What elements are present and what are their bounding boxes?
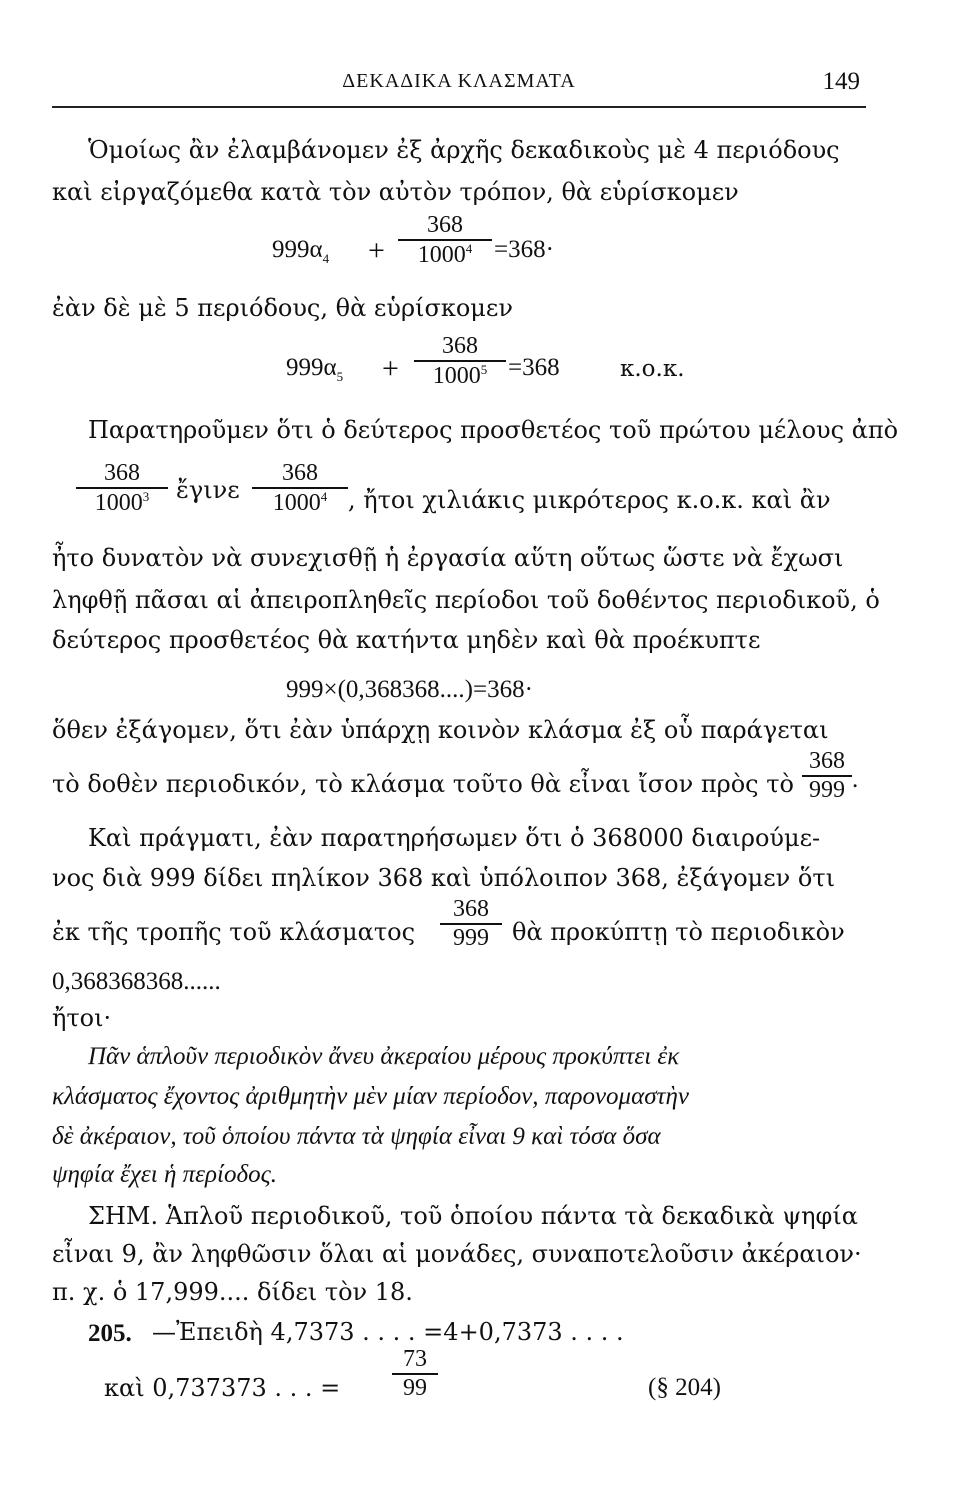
text-line: καὶ εἰργαζόμεθα κατὰ τὸν αὐτὸν τρόπον, θὰ εὑρίσκομεν <box>52 178 739 206</box>
text-line: ἤτοι· <box>52 1004 112 1032</box>
rule-line: κλάσματος ἔχοντος ἀριθμητὴν μὲν μίαν περίοδον, παρονομαστὴν <box>52 1083 689 1110</box>
text-line: τὸ δοθὲν περιοδικόν, τὸ κλάσμα τοῦτο θὰ εἶναι ἴσον πρὸς τὸ <box>52 770 794 798</box>
text-line: ἐκ τῆς τροπῆς τοῦ κλάσματος <box>52 918 416 946</box>
inline-fraction: 368 1000$^4$ <box>252 460 348 517</box>
text-line: ὅθεν ἐξάγομεν, ὅτι ἐὰν ὑπάρχῃ κοινὸν κλάσμα ἐξ οὗ παράγεται <box>52 716 829 744</box>
text-word: ἔγινε <box>176 476 240 504</box>
inline-fraction: 368 1000$^3$ <box>76 460 168 517</box>
note-line: εἶναι 9, ἂν ληφθῶσιν ὅλαι αἱ μονάδες, συναποτελοῦσιν ἀκέραιον· <box>52 1240 862 1268</box>
equation-rhs: =368· <box>494 236 554 263</box>
equation-term: $999\alpha_4$ <box>272 236 330 266</box>
text-line: Ὁμοίως ἂν ἐλαμβάνομεν ἐξ ἀρχῆς δεκαδικοὺς μὲ 4 περιόδους <box>88 136 840 164</box>
rule-line: δὲ ἀκέραιον, τοῦ ὁποίου πάντα τὰ ψηφία εἶναι 9 καὶ τόσα ὅσα <box>52 1123 661 1150</box>
plus-sign: + <box>368 234 385 267</box>
equation-line: 999×(0,368368....)=368· <box>286 676 533 703</box>
section-text: καὶ 0,737373 . . . = <box>104 1374 341 1402</box>
text-line: νος διὰ 999 δίδει πηλίκον 368 καὶ ὑπόλοιπον 368, ἐξάγομεν ὅτι <box>52 864 836 892</box>
inline-fraction: 368 999 <box>802 748 852 804</box>
text-line: ἐὰν δὲ μὲ 5 περιόδους, θὰ εὑρίσκομεν <box>52 294 513 322</box>
equation-rhs: =368 <box>508 354 560 381</box>
periodic-number: 0,368368368...... <box>52 968 221 995</box>
etc-text: κ.ο.κ. <box>620 356 685 382</box>
rule-line: Πᾶν ἁπλοῦν περιοδικὸν ἄνευ ἀκεραίου μέρους προκύπτει ἐκ <box>88 1043 680 1070</box>
page-header <box>52 60 866 108</box>
note-line: ΣΗΜ. Ἁπλοῦ περιοδικοῦ, τοῦ ὁποίου πάντα τὰ δεκαδικὰ ψηφία <box>88 1202 858 1230</box>
text-line: Καὶ πράγματι, ἐὰν παρατηρήσωμεν ὅτι ὁ 368000 διαιρούμε- <box>88 824 821 852</box>
running-title: ΔΕΚΑΔΙΚΑ ΚΛΑΣΜΑΤΑ <box>342 70 576 92</box>
text-line: Παρατηροῦμεν ὅτι ὁ δεύτερος προσθετέος τοῦ πρώτου μέλους ἀπὸ <box>88 416 899 444</box>
section-reference: (§ 204) <box>648 1374 721 1401</box>
text-line: θὰ προκύπτῃ τὸ περιοδικὸν <box>512 918 845 946</box>
inline-fraction: 73 99 <box>392 1346 438 1402</box>
punctuation: . <box>852 766 859 793</box>
text-line: ἦτο δυνατὸν νὰ συνεχισθῇ ἡ ἐργασία αὕτη οὕτως ὥστε νὰ ἔχωσι <box>52 544 844 572</box>
page-number: 149 <box>822 68 860 95</box>
text-line: δεύτερος προσθετέος θὰ κατήντα μηδὲν καὶ θὰ προέκυπτε <box>52 626 761 654</box>
section-text: —Ἐπειδὴ 4,7373 . . . . =4+0,7373 . . . . <box>152 1318 624 1346</box>
section-number: 205. <box>88 1320 132 1347</box>
rule-line: ψηφία ἔχει ἡ περίοδος. <box>52 1161 277 1188</box>
text-line: ληφθῇ πᾶσαι αἱ ἀπειροπληθεῖς περίοδοι τοῦ δοθέντος περιοδικοῦ, ὁ <box>52 586 880 614</box>
text-line: , ἤτοι χιλιάκις μικρότερος κ.ο.κ. καὶ ἂν <box>348 486 831 514</box>
equation-fraction: 368 1000$^4$ <box>398 212 492 269</box>
equation-term: $999\alpha_5$ <box>286 354 344 384</box>
note-line: π. χ. ὁ 17,999.... δίδει τὸν 18. <box>52 1278 413 1306</box>
plus-sign: + <box>382 352 399 385</box>
equation-fraction: 368 1000$^5$ <box>414 333 506 390</box>
inline-fraction: 368 999 <box>440 896 502 952</box>
